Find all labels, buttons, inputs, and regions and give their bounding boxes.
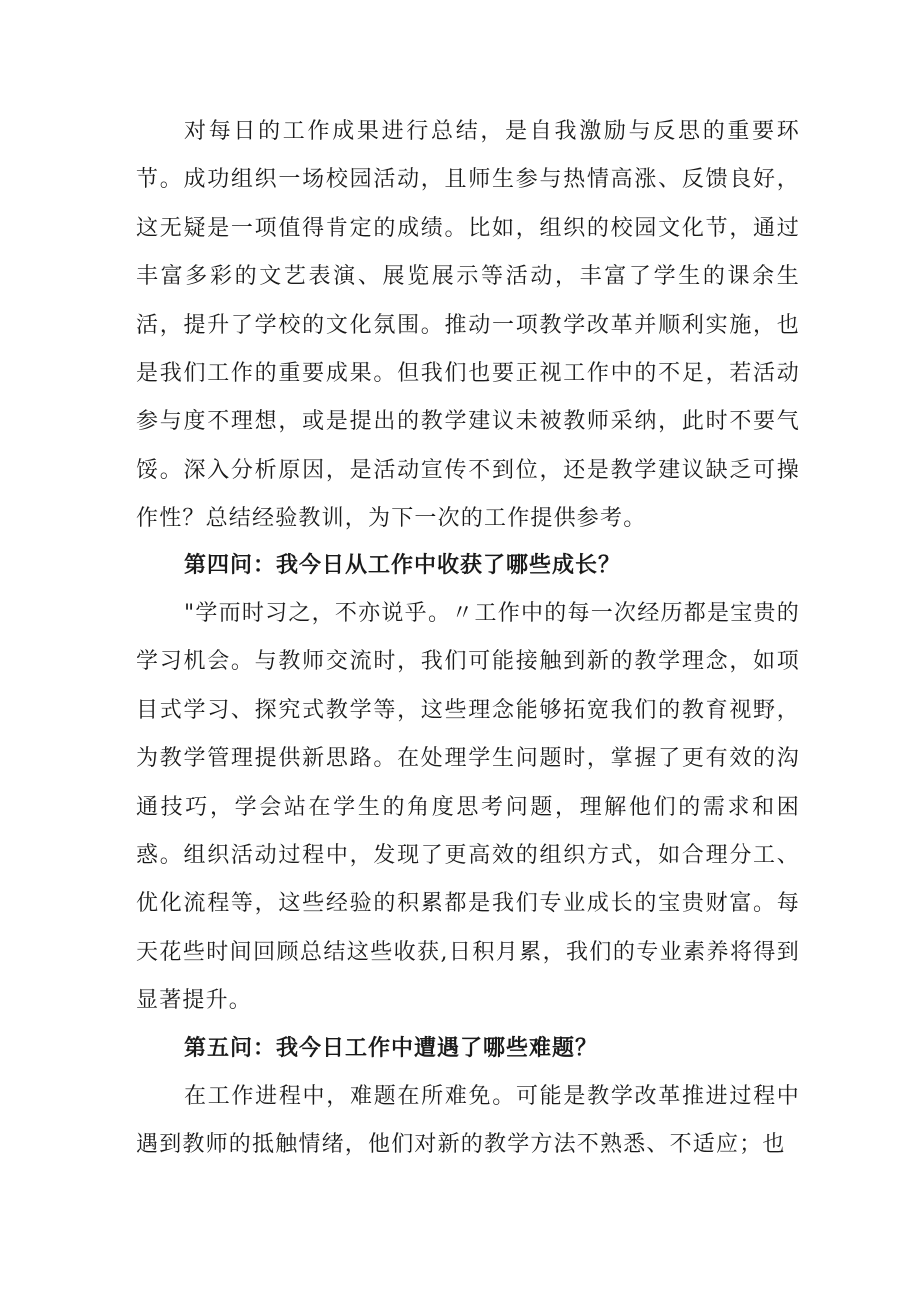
paragraph-text: 对每日的工作成果进行总结，是自我激励与反思的重要环节。成功组织一场校园活动，且师生参与热情高涨、反馈良好，这无疑是一项值得肯定的成绩。比如，组织的校园文化节，通过丰富多彩的文艺表演、展览展示等活动，丰富了学生的课余生活，提升了学校的文化氛围。推动一项教学改革并顺利实施，也是我们工作的重要成果。但我们也要正视工作中的不足，若活动参与度不理想，或是提出的教学建议未被教师采纳，此时不要气馁。深入分析原因，是活动宣传不到位，还是教学建议缺乏可操作性？总结经验教训，为下一次的工作提供参考。 [136, 119, 800, 532]
paragraph-difficulties [136, 1073, 800, 1170]
paragraph-text: 在工作进程中，难题在所难免。可能是教学改革推进过程中遇到教师的抵触情绪，他们对新的教学方法不熟悉、不适应；也 [136, 1084, 800, 1158]
section-heading-question-5: 第五问：我今日工作中遭遇了哪些难题？ [184, 1036, 599, 1061]
section-heading-question-4: 第四问：我今日从工作中收获了哪些成长？ [184, 553, 622, 578]
paragraph-growth [136, 590, 800, 1026]
paragraph-text: "学而时习之，不亦说乎。〃工作中的每一次经历都是宝贵的学习机会。与教师交流时，我们可能接触到新的教学理念，如项目式学习、探究式教学等，这些理念能够拓宽我们的教育视野，为教学管理提供新思路。在处理学生问题时，掌握了更有效的沟通技巧，学会站在学生的角度思考问题，理解他们的需求和困惑。组织活动过程中，发现了更高效的组织方式，如合理分工、优化流程等，这些经验的积累都是我们专业成长的宝贵财富。每天花些时间回顾总结这些收获,日积月累，我们的专业素养将得到显著提升。 [136, 601, 800, 1014]
paragraph-work-results [136, 108, 800, 544]
